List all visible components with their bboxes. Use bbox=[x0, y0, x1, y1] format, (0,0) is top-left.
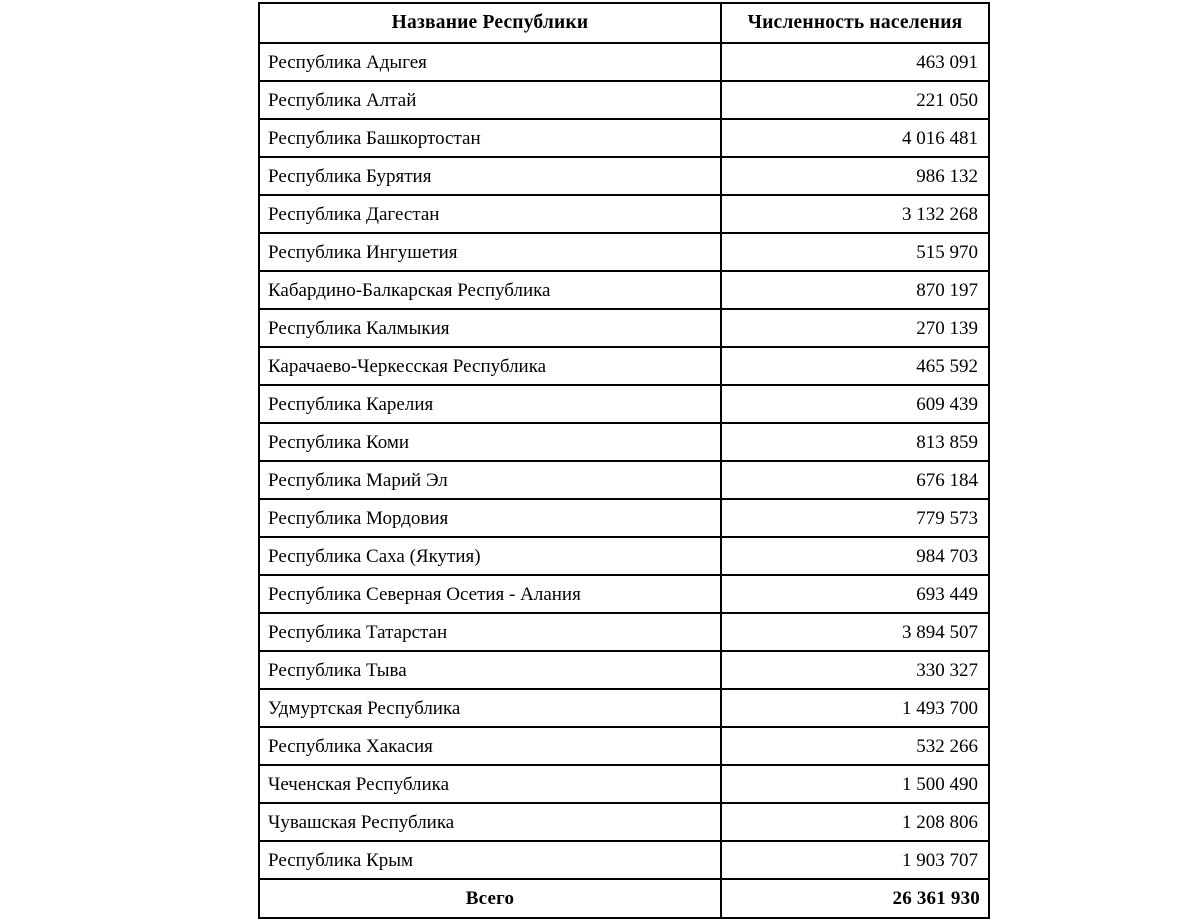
table-row bbox=[259, 651, 989, 689]
cell-population-value: 330 327 bbox=[721, 651, 989, 689]
cell-population-value: 515 970 bbox=[721, 233, 989, 271]
cell-population-value: 465 592 bbox=[721, 347, 989, 385]
table-row bbox=[259, 499, 989, 537]
cell-population-value: 1 493 700 bbox=[721, 689, 989, 727]
table-row bbox=[259, 689, 989, 727]
cell-population-value: 609 439 bbox=[721, 385, 989, 423]
cell-population-value: 532 266 bbox=[721, 727, 989, 765]
cell-population-value: 986 132 bbox=[721, 157, 989, 195]
cell-population-value: 3 132 268 bbox=[721, 195, 989, 233]
cell-republic-name: Чувашская Республика bbox=[259, 803, 721, 841]
table-row bbox=[259, 81, 989, 119]
population-table bbox=[258, 2, 990, 919]
table-footer bbox=[259, 879, 989, 918]
cell-republic-name: Республика Карелия bbox=[259, 385, 721, 423]
cell-republic-name: Республика Бурятия bbox=[259, 157, 721, 195]
cell-population-value: 221 050 bbox=[721, 81, 989, 119]
table-row bbox=[259, 157, 989, 195]
table-row bbox=[259, 727, 989, 765]
cell-republic-name: Республика Крым bbox=[259, 841, 721, 879]
cell-republic-name: Республика Мордовия bbox=[259, 499, 721, 537]
cell-republic-name: Республика Татарстан bbox=[259, 613, 721, 651]
cell-republic-name: Республика Саха (Якутия) bbox=[259, 537, 721, 575]
total-value: 26 361 930 bbox=[721, 879, 989, 918]
table-row bbox=[259, 613, 989, 651]
cell-republic-name: Республика Калмыкия bbox=[259, 309, 721, 347]
table-row bbox=[259, 765, 989, 803]
cell-republic-name: Кабардино-Балкарская Республика bbox=[259, 271, 721, 309]
total-label: Всего bbox=[259, 879, 721, 918]
cell-republic-name: Республика Коми bbox=[259, 423, 721, 461]
table-row bbox=[259, 309, 989, 347]
table-row bbox=[259, 233, 989, 271]
cell-republic-name: Республика Ингушетия bbox=[259, 233, 721, 271]
table-row bbox=[259, 537, 989, 575]
cell-population-value: 693 449 bbox=[721, 575, 989, 613]
cell-republic-name: Республика Марий Эл bbox=[259, 461, 721, 499]
cell-republic-name: Республика Тыва bbox=[259, 651, 721, 689]
cell-republic-name: Республика Северная Осетия - Алания bbox=[259, 575, 721, 613]
cell-republic-name: Чеченская Республика bbox=[259, 765, 721, 803]
cell-population-value: 984 703 bbox=[721, 537, 989, 575]
column-header-republic-name: Название Республики bbox=[259, 3, 721, 43]
cell-population-value: 3 894 507 bbox=[721, 613, 989, 651]
cell-republic-name: Республика Алтай bbox=[259, 81, 721, 119]
cell-republic-name: Республика Адыгея bbox=[259, 43, 721, 81]
table-row bbox=[259, 841, 989, 879]
cell-republic-name: Карачаево-Черкесская Республика bbox=[259, 347, 721, 385]
table-row bbox=[259, 119, 989, 157]
table-row bbox=[259, 385, 989, 423]
table-row bbox=[259, 575, 989, 613]
table-header bbox=[259, 3, 989, 43]
cell-republic-name: Республика Башкортостан bbox=[259, 119, 721, 157]
cell-population-value: 270 139 bbox=[721, 309, 989, 347]
table-row bbox=[259, 271, 989, 309]
table-header-row bbox=[259, 3, 989, 43]
table-row bbox=[259, 423, 989, 461]
cell-population-value: 4 016 481 bbox=[721, 119, 989, 157]
cell-population-value: 1 903 707 bbox=[721, 841, 989, 879]
cell-population-value: 676 184 bbox=[721, 461, 989, 499]
cell-population-value: 463 091 bbox=[721, 43, 989, 81]
cell-population-value: 870 197 bbox=[721, 271, 989, 309]
cell-republic-name: Республика Хакасия bbox=[259, 727, 721, 765]
table-row bbox=[259, 195, 989, 233]
table-row bbox=[259, 803, 989, 841]
cell-population-value: 1 500 490 bbox=[721, 765, 989, 803]
cell-population-value: 779 573 bbox=[721, 499, 989, 537]
table-row bbox=[259, 43, 989, 81]
population-table-container bbox=[258, 2, 988, 919]
table-row bbox=[259, 347, 989, 385]
table-body bbox=[259, 43, 989, 879]
cell-republic-name: Удмуртская Республика bbox=[259, 689, 721, 727]
cell-population-value: 1 208 806 bbox=[721, 803, 989, 841]
cell-population-value: 813 859 bbox=[721, 423, 989, 461]
column-header-population: Численность населения bbox=[721, 3, 989, 43]
table-row bbox=[259, 461, 989, 499]
total-row bbox=[259, 879, 989, 918]
cell-republic-name: Республика Дагестан bbox=[259, 195, 721, 233]
